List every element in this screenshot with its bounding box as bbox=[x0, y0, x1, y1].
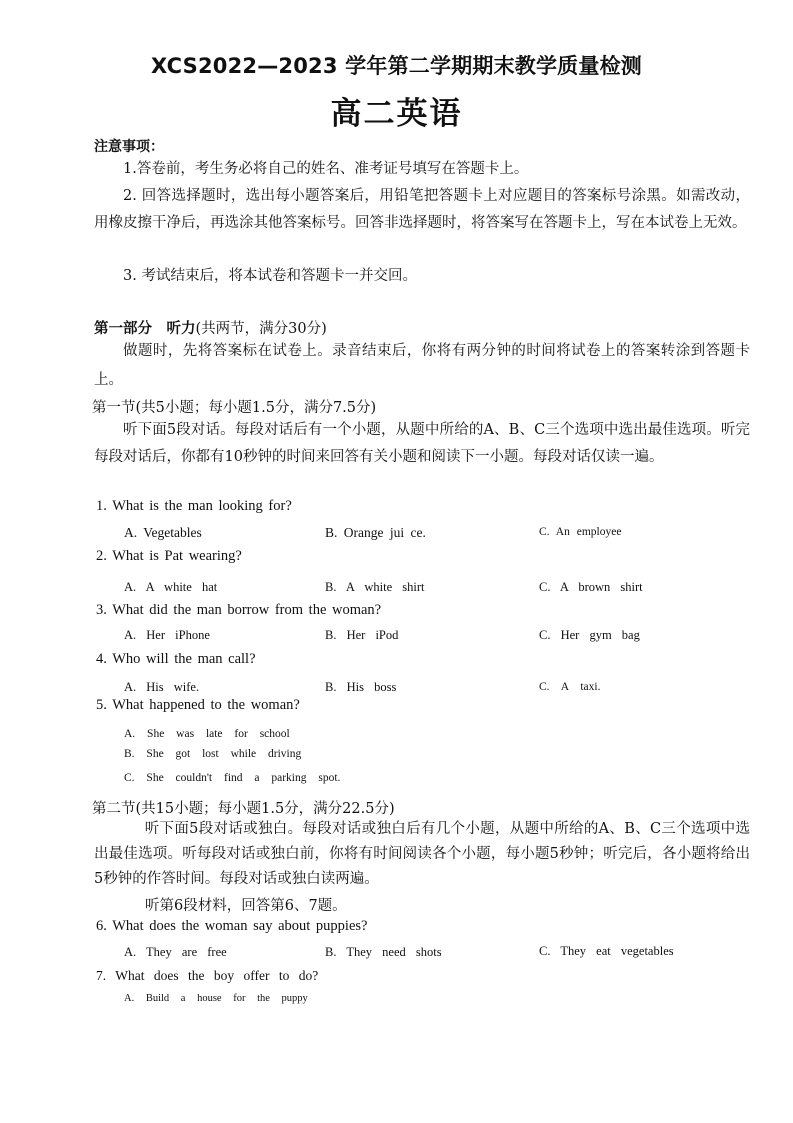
part1-heading bbox=[94, 317, 327, 338]
question-6-option-a: A. They are free bbox=[124, 945, 227, 959]
section1-instruction: 听下面5段对话。每段对话后有一个小题，从题中所给的A、B、C三个选项中选出最佳选项。听完每段对话后，你都有10秒钟的时间来回答有关小题和阅读下一小题。每段对话仅读一遍。 bbox=[94, 422, 750, 465]
notice-heading: 注意事项： bbox=[94, 139, 164, 155]
notice-item-3: 3. 考试结束后，将本试卷和答题卡一并交回。 bbox=[123, 268, 417, 284]
question-2-option-c: C. A brown shirt bbox=[539, 580, 643, 594]
question-2-option-a: A. A white hat bbox=[124, 580, 218, 594]
notice-item-1: 1.答卷前，考生务必将自己的姓名、准考证号填写在答题卡上。 bbox=[123, 161, 529, 177]
question-2-option-b: B. A white shirt bbox=[325, 580, 425, 594]
part1-heading-note: (共两节，满分30分) bbox=[195, 321, 327, 337]
notice-item-2: 2. 回答选择题时，选出每小题答案后，用铅笔把答题卡上对应题目的答案标号涂黑。如需改动，用橡皮擦干净后，再选涂其他答案标号。回答非选择题时，将答案写在答题卡上，写在本试卷上无效。 bbox=[94, 188, 750, 231]
section2-instruction: 听下面5段对话或独白。每段对话或独白后有几个小题，从题中所给的A、B、C三个选项中选出最佳选项。听每段对话或独白前，你将有时间阅读各个小题，每小题5秒钟；听完后，各小题将给出5秒钟的作答时间。每段对话或独白读两遍。 bbox=[94, 821, 750, 887]
question-6-option-c: C. They eat vegetables bbox=[539, 944, 674, 958]
question-5-option-b: B. She got lost while driving bbox=[124, 748, 302, 760]
exam-title: XCS2022—2023 学年第二学期期末教学质量检测 bbox=[151, 54, 642, 78]
question-3-option-b: B. Her iPod bbox=[325, 628, 399, 642]
section2-material-note: 听第6段材料，回答第6、7题。 bbox=[145, 898, 347, 914]
question-4-option-c: C. A taxi. bbox=[539, 681, 601, 693]
section2-heading: 第二节(共15小题；每小题1.5分，满分22.5分) bbox=[92, 801, 395, 817]
question-3-option-a: A. Her iPhone bbox=[124, 628, 210, 642]
question-6-stem: 6. What does the woman say about puppies? bbox=[96, 918, 368, 934]
question-7-option-a: A. Build a house for the puppy bbox=[124, 993, 308, 1004]
part1-instruction: 做题时，先将答案标在试卷上。录音结束后，你将有两分钟的时间将试卷上的答案转涂到答题卡上。 bbox=[94, 343, 750, 388]
question-1-stem: 1. What is the man looking for? bbox=[96, 498, 292, 514]
question-1-option-c: C. An employee bbox=[539, 526, 622, 538]
section1-heading: 第一节(共5小题；每小题1.5分，满分7.5分) bbox=[92, 400, 377, 416]
question-1-option-a: A. Vegetables bbox=[124, 525, 202, 540]
question-2-stem: 2. What is Pat wearing? bbox=[96, 548, 242, 564]
question-5-stem: 5. What happened to the woman? bbox=[96, 697, 300, 713]
question-6-option-b: B. They need shots bbox=[325, 945, 442, 959]
question-4-stem: 4. Who will the man call? bbox=[96, 651, 256, 667]
exam-subject: 高二英语 bbox=[330, 96, 463, 132]
question-7-stem: 7. What does the boy offer to do? bbox=[96, 968, 319, 983]
question-3-option-c: C. Her gym bag bbox=[539, 628, 640, 642]
question-4-option-a: A. His wife. bbox=[124, 680, 200, 694]
question-4-option-b: B. His boss bbox=[325, 680, 397, 694]
question-3-stem: 3. What did the man borrow from the woman? bbox=[96, 602, 382, 618]
question-1-option-b: B. Orange jui ce. bbox=[325, 525, 426, 540]
question-5-option-a: A. She was late for school bbox=[124, 728, 290, 740]
question-5-option-c: C. She couldn't find a parking spot. bbox=[124, 772, 341, 784]
part1-heading-title: 第一部分 听力 bbox=[94, 321, 196, 337]
